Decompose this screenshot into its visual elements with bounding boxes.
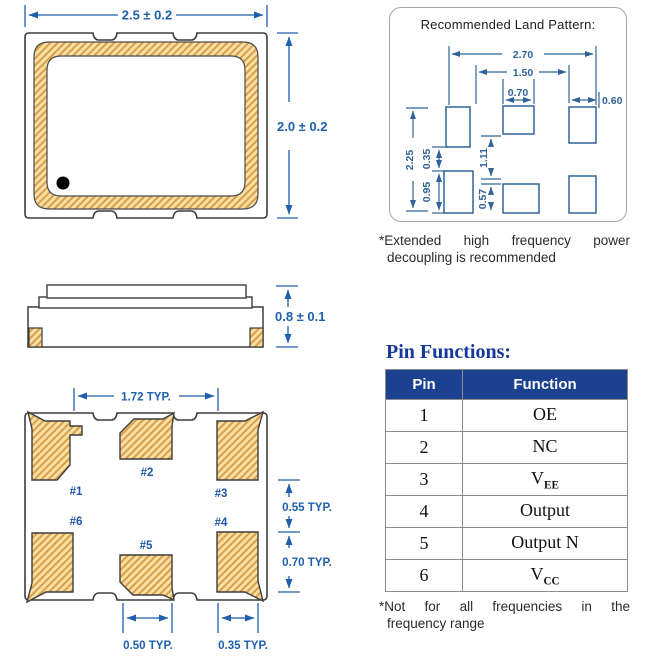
package-bottom-view-figure [0, 385, 350, 663]
side-view-body [28, 307, 263, 347]
land-dim-pad-height-left: 0.95 [421, 181, 433, 203]
bottom-view-right-dim-upper: 0.55 TYP. [282, 502, 332, 514]
land-dim-gap: 0.35 [421, 148, 433, 170]
pin-function: $V_{CC}$ [463, 560, 628, 592]
land-pad-bottom-center [503, 184, 539, 213]
land-pad-bottom-left [444, 171, 473, 213]
pad-3-label: #3 [214, 488, 228, 500]
pad-6-label: #6 [69, 516, 83, 528]
pin-number: 6 [386, 560, 463, 592]
function-column-header: Function [463, 370, 628, 400]
land-dim-inner-width: 1.50 [512, 67, 534, 79]
pin-functions-table [385, 369, 628, 592]
pin-column-header: Pin [386, 370, 463, 400]
side-view-height-dim: 0.8 ± 0.1 [275, 309, 326, 324]
pin-function: $V_{EE}$ [463, 464, 628, 496]
land-pattern-panel [389, 7, 627, 222]
land-pattern-note-line2: decoupling is recommended [387, 249, 556, 265]
pin-number: 5 [386, 528, 463, 560]
land-dim-pad-width-center: 0.70 [507, 87, 529, 99]
pad-4-label: #4 [214, 517, 228, 529]
pin-number: 1 [386, 400, 463, 432]
land-pattern-note [379, 233, 630, 266]
pin-functions-title: Pin Functions: [386, 341, 512, 363]
land-dim-overall-height: 2.25 [404, 149, 416, 171]
pin-function: Output [463, 496, 628, 528]
pin-functions-note [379, 599, 630, 632]
top-view-height-dim: 2.0 ± 0.2 [277, 119, 328, 134]
land-dim-pad-width-right: 0.60 [602, 95, 623, 107]
pad-2-label: #2 [140, 467, 154, 479]
pin-row-4 [386, 496, 628, 528]
bottom-view-bottom-dim-right: 0.35 TYP. [218, 640, 268, 652]
pin-function: OE [463, 400, 628, 432]
land-pad-top-right [569, 107, 596, 143]
pin-table-header-row [386, 370, 628, 400]
land-pattern-title: Recommended Land Pattern: [420, 17, 596, 32]
pin-number: 2 [386, 432, 463, 464]
land-pad-bottom-right [569, 176, 596, 213]
bottom-view-bottom-dim-lines [123, 603, 258, 633]
land-dim-pad-height-center: 0.57 [477, 188, 489, 210]
side-view-pad-left [29, 328, 42, 347]
pin-row-3 [386, 464, 628, 496]
pin-function: NC [463, 432, 628, 464]
land-pattern-figure [390, 8, 626, 220]
pad-3 [217, 412, 263, 480]
top-view-width-dim: 2.5 ± 0.2 [121, 7, 173, 23]
bottom-view-bottom-dim-left: 0.50 TYP. [123, 640, 173, 652]
bottom-view-right-dim-lower: 0.70 TYP. [282, 557, 332, 569]
pin-row-2 [386, 432, 628, 464]
land-pattern-note-line1: *Extended high frequency power [379, 233, 630, 248]
pin-row-6 [386, 560, 628, 592]
package-outline [25, 33, 267, 218]
pin-functions-note-line1: *Not for all frequencies in the [379, 599, 630, 614]
pin-row-5 [386, 528, 628, 560]
bottom-view-top-dim: 1.72 TYP. [121, 391, 171, 404]
land-dim-center-gap: 1.11 [478, 148, 490, 168]
pin-function: Output N [463, 528, 628, 560]
pad-4 [217, 532, 263, 601]
side-view-pad-right [250, 328, 263, 347]
package-top-view-figure [0, 0, 345, 240]
bottom-view-right-dim-lines [278, 480, 300, 592]
land-pad-top-left [446, 107, 470, 147]
package-side-view-figure [0, 275, 345, 370]
pad-5-label: #5 [139, 540, 153, 552]
pin-functions-note-line2: frequency range [387, 615, 485, 631]
pad-6 [27, 533, 73, 602]
side-view-lid [47, 285, 246, 298]
land-dim-overall-width: 2.70 [512, 49, 534, 61]
pad-1-label: #1 [69, 486, 83, 498]
pin1-indicator-dot [57, 177, 70, 190]
pin-number: 4 [386, 496, 463, 528]
land-pad-top-center [503, 106, 534, 134]
pin-number: 3 [386, 464, 463, 496]
pin-row-1 [386, 400, 628, 432]
